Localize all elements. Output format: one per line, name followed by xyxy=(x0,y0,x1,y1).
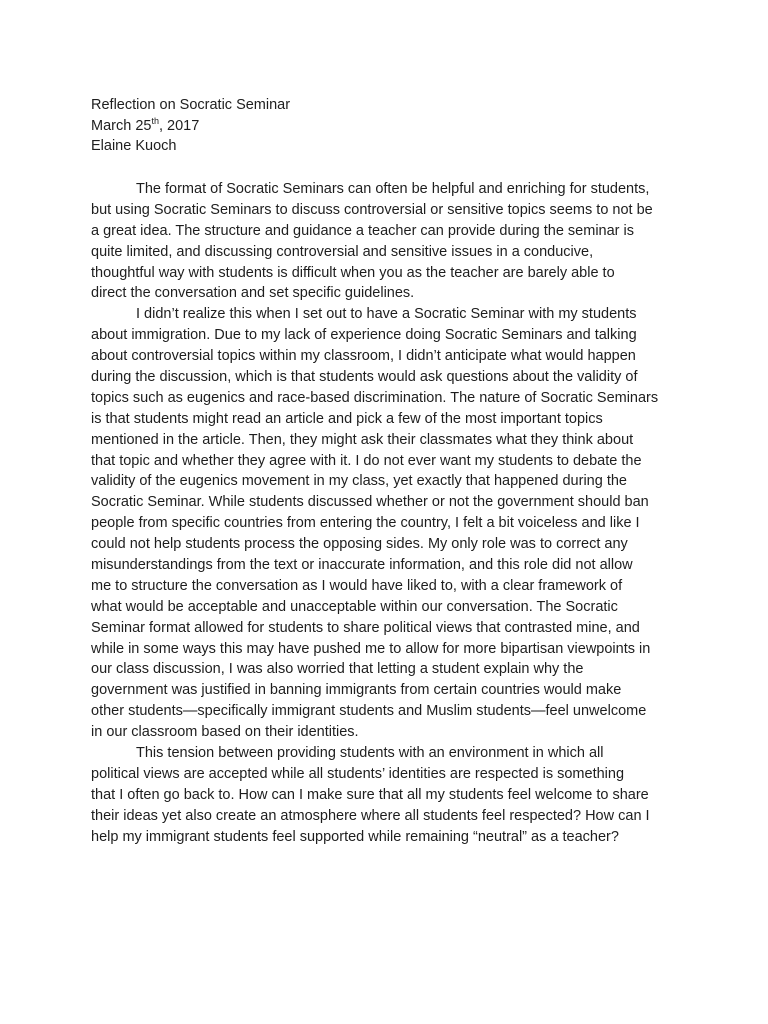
text-line: could not help students process the opposing sides. My only role was to correct any xyxy=(91,536,628,553)
text-line: about immigration. Due to my lack of experience doing Socratic Seminars and talking xyxy=(91,327,637,344)
document-header xyxy=(91,95,671,157)
text-line: mentioned in the article. Then, they might ask their classmates what they think about xyxy=(91,431,634,448)
document-title: Reflection on Socratic Seminar xyxy=(91,97,291,113)
date-text: March 25 xyxy=(91,117,152,134)
text-line: about controversial topics within my classroom, I didn’t anticipate what would happen xyxy=(91,348,636,365)
text-line: their ideas yet also create an atmosphere where all students feel respected? How can I xyxy=(91,807,650,824)
text-line: help my immigrant students feel supported while remaining “neutral” as a teacher? xyxy=(91,828,619,845)
text-line: Socratic Seminar. While students discussed whether or not the government should ban xyxy=(91,494,649,511)
text-line: our class discussion, I was also worried that letting a student explain why the xyxy=(91,661,584,678)
text-line: a great idea. The structure and guidance a teacher can provide during the seminar is xyxy=(91,222,635,239)
text-line: what would be acceptable and unacceptable within our conversation. The Socratic xyxy=(91,598,618,615)
document-body xyxy=(91,179,681,848)
document-author: Elaine Kuoch xyxy=(91,138,177,154)
text-line: while in some ways this may have pushed me to allow for more bipartisan viewpoints in xyxy=(91,640,651,657)
text-line: during the discussion, which is that students would ask questions about the validity of xyxy=(91,369,638,386)
text-line: thoughtful way with students is difficult when you as the teacher are barely able to xyxy=(91,264,615,281)
text-line: in our classroom based on their identities. xyxy=(91,724,359,741)
text-line: topics such as eugenics and race-based discrimination. The nature of Socratic Seminars xyxy=(91,389,659,406)
text-line: but using Socratic Seminars to discuss controversial or sensitive topics seems to not be xyxy=(91,201,653,218)
text-line: is that students might read an article and pick a few of the most important topics xyxy=(91,410,603,427)
date-year: , 2017 xyxy=(158,117,200,134)
text-line: I didn’t realize this when I set out to have a Socratic Seminar with my students xyxy=(136,306,637,323)
text-line: misunderstandings from the text or inaccurate information, and this role did not allow xyxy=(91,557,633,574)
text-line: validity of the eugenics movement in my class, yet exactly that happened during the xyxy=(91,473,627,490)
text-line: me to structure the conversation as I would have liked to, with a clear framework of xyxy=(91,577,623,594)
text-line: people from specific countries from entering the country, I felt a bit voiceless and like I xyxy=(91,515,640,532)
text-line: political views are accepted while all students’ identities are respected is something xyxy=(91,765,625,782)
document-date xyxy=(91,116,671,137)
text-line: that topic and whether they agree with it. I do not ever want my students to debate the xyxy=(91,452,642,469)
text-line: This tension between providing students with an environment in which all xyxy=(136,745,604,762)
text-line: that I often go back to. How can I make sure that all my students feel welcome to share xyxy=(91,786,649,803)
text-line: quite limited, and discussing controversial and sensitive issues in a conducive, xyxy=(91,243,594,260)
text-line: direct the conversation and set specific guidelines. xyxy=(91,285,415,302)
text-line: The format of Socratic Seminars can often be helpful and enriching for students, xyxy=(136,181,650,197)
date-superscript: th xyxy=(151,115,159,126)
text-line: other students—specifically immigrant students and Muslim students—feel unwelcome xyxy=(91,703,647,720)
text-line: government was justified in banning immigrants from certain countries would make xyxy=(91,682,622,699)
text-line: Seminar format allowed for students to share political views that contrasted mine, and xyxy=(91,619,640,636)
